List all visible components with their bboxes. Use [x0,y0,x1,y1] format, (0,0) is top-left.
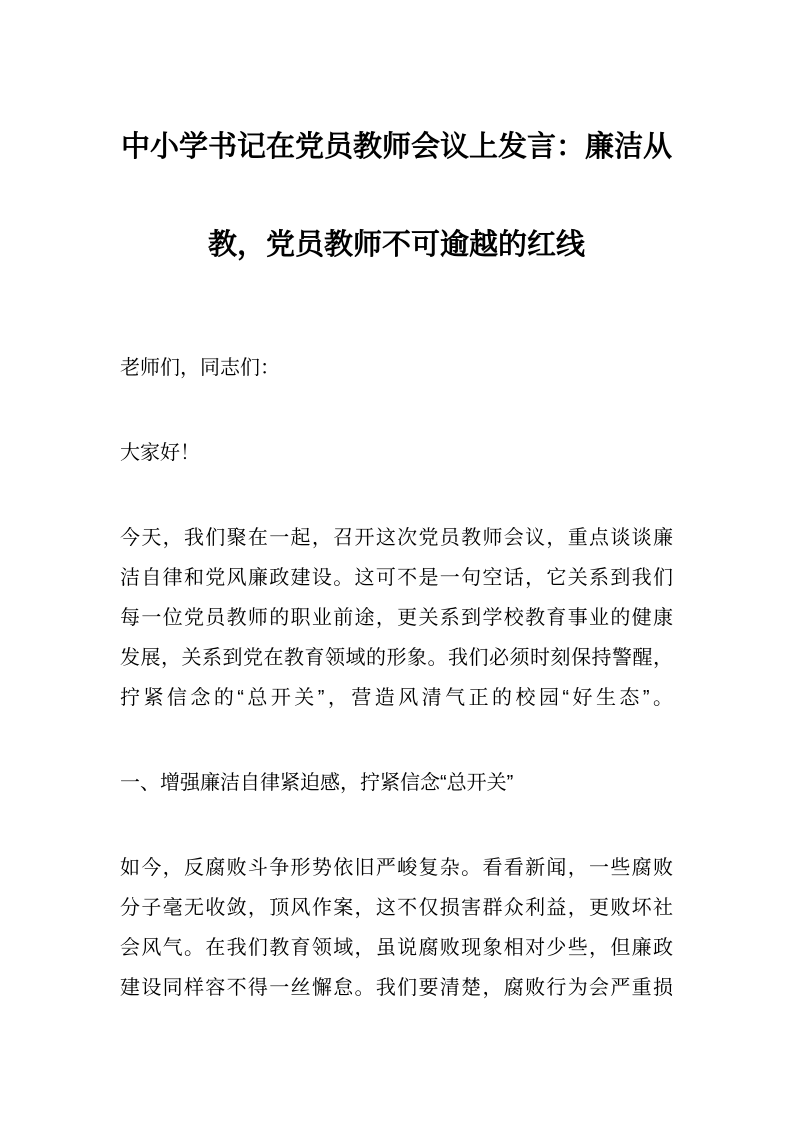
paragraph-line: 发展，关系到党在教育领域的形象。我们必须时刻保持警醒， [120,647,673,669]
paragraph-line: 会风气。在我们教育领域，虽说腐败现象相对少些，但廉政 [120,937,673,959]
document-title [120,98,673,294]
paragraph-line: 如今，反腐败斗争形势依旧严峻复杂。看看新闻，一些腐败 [120,857,673,879]
salutation-line: 老师们，同志们： [120,357,280,379]
paragraph-line: 分子毫无收敛，顶风作案，这不仅损害群众利益，更败坏社 [120,897,673,919]
paragraph-line: 每一位党员教师的职业前途，更关系到学校教育事业的健康 [120,607,673,629]
title-line-2: 教，党员教师不可逾越的红线 [207,229,585,261]
paragraph-line: 拧紧信念的“总开关”，营造风清气正的校园“好生态”。 [120,687,673,709]
section-heading: 一、增强廉洁自律紧迫感，拧紧信念“总开关” [120,772,514,794]
paragraph-line: 建设同样容不得一丝懈怠。我们要清楚，腐败行为会严重损 [120,977,673,999]
paragraph-line: 洁自律和党风廉政建设。这可不是一句空话，它关系到我们 [120,567,673,589]
intro-paragraph [120,518,673,718]
title-line-1: 中小学书记在党员教师会议上发言：廉洁从 [120,131,672,163]
greeting-line: 大家好！ [120,442,200,464]
body-paragraph [120,848,673,1008]
paragraph-line: 今天，我们聚在一起，召开这次党员教师会议，重点谈谈廉 [120,527,673,549]
